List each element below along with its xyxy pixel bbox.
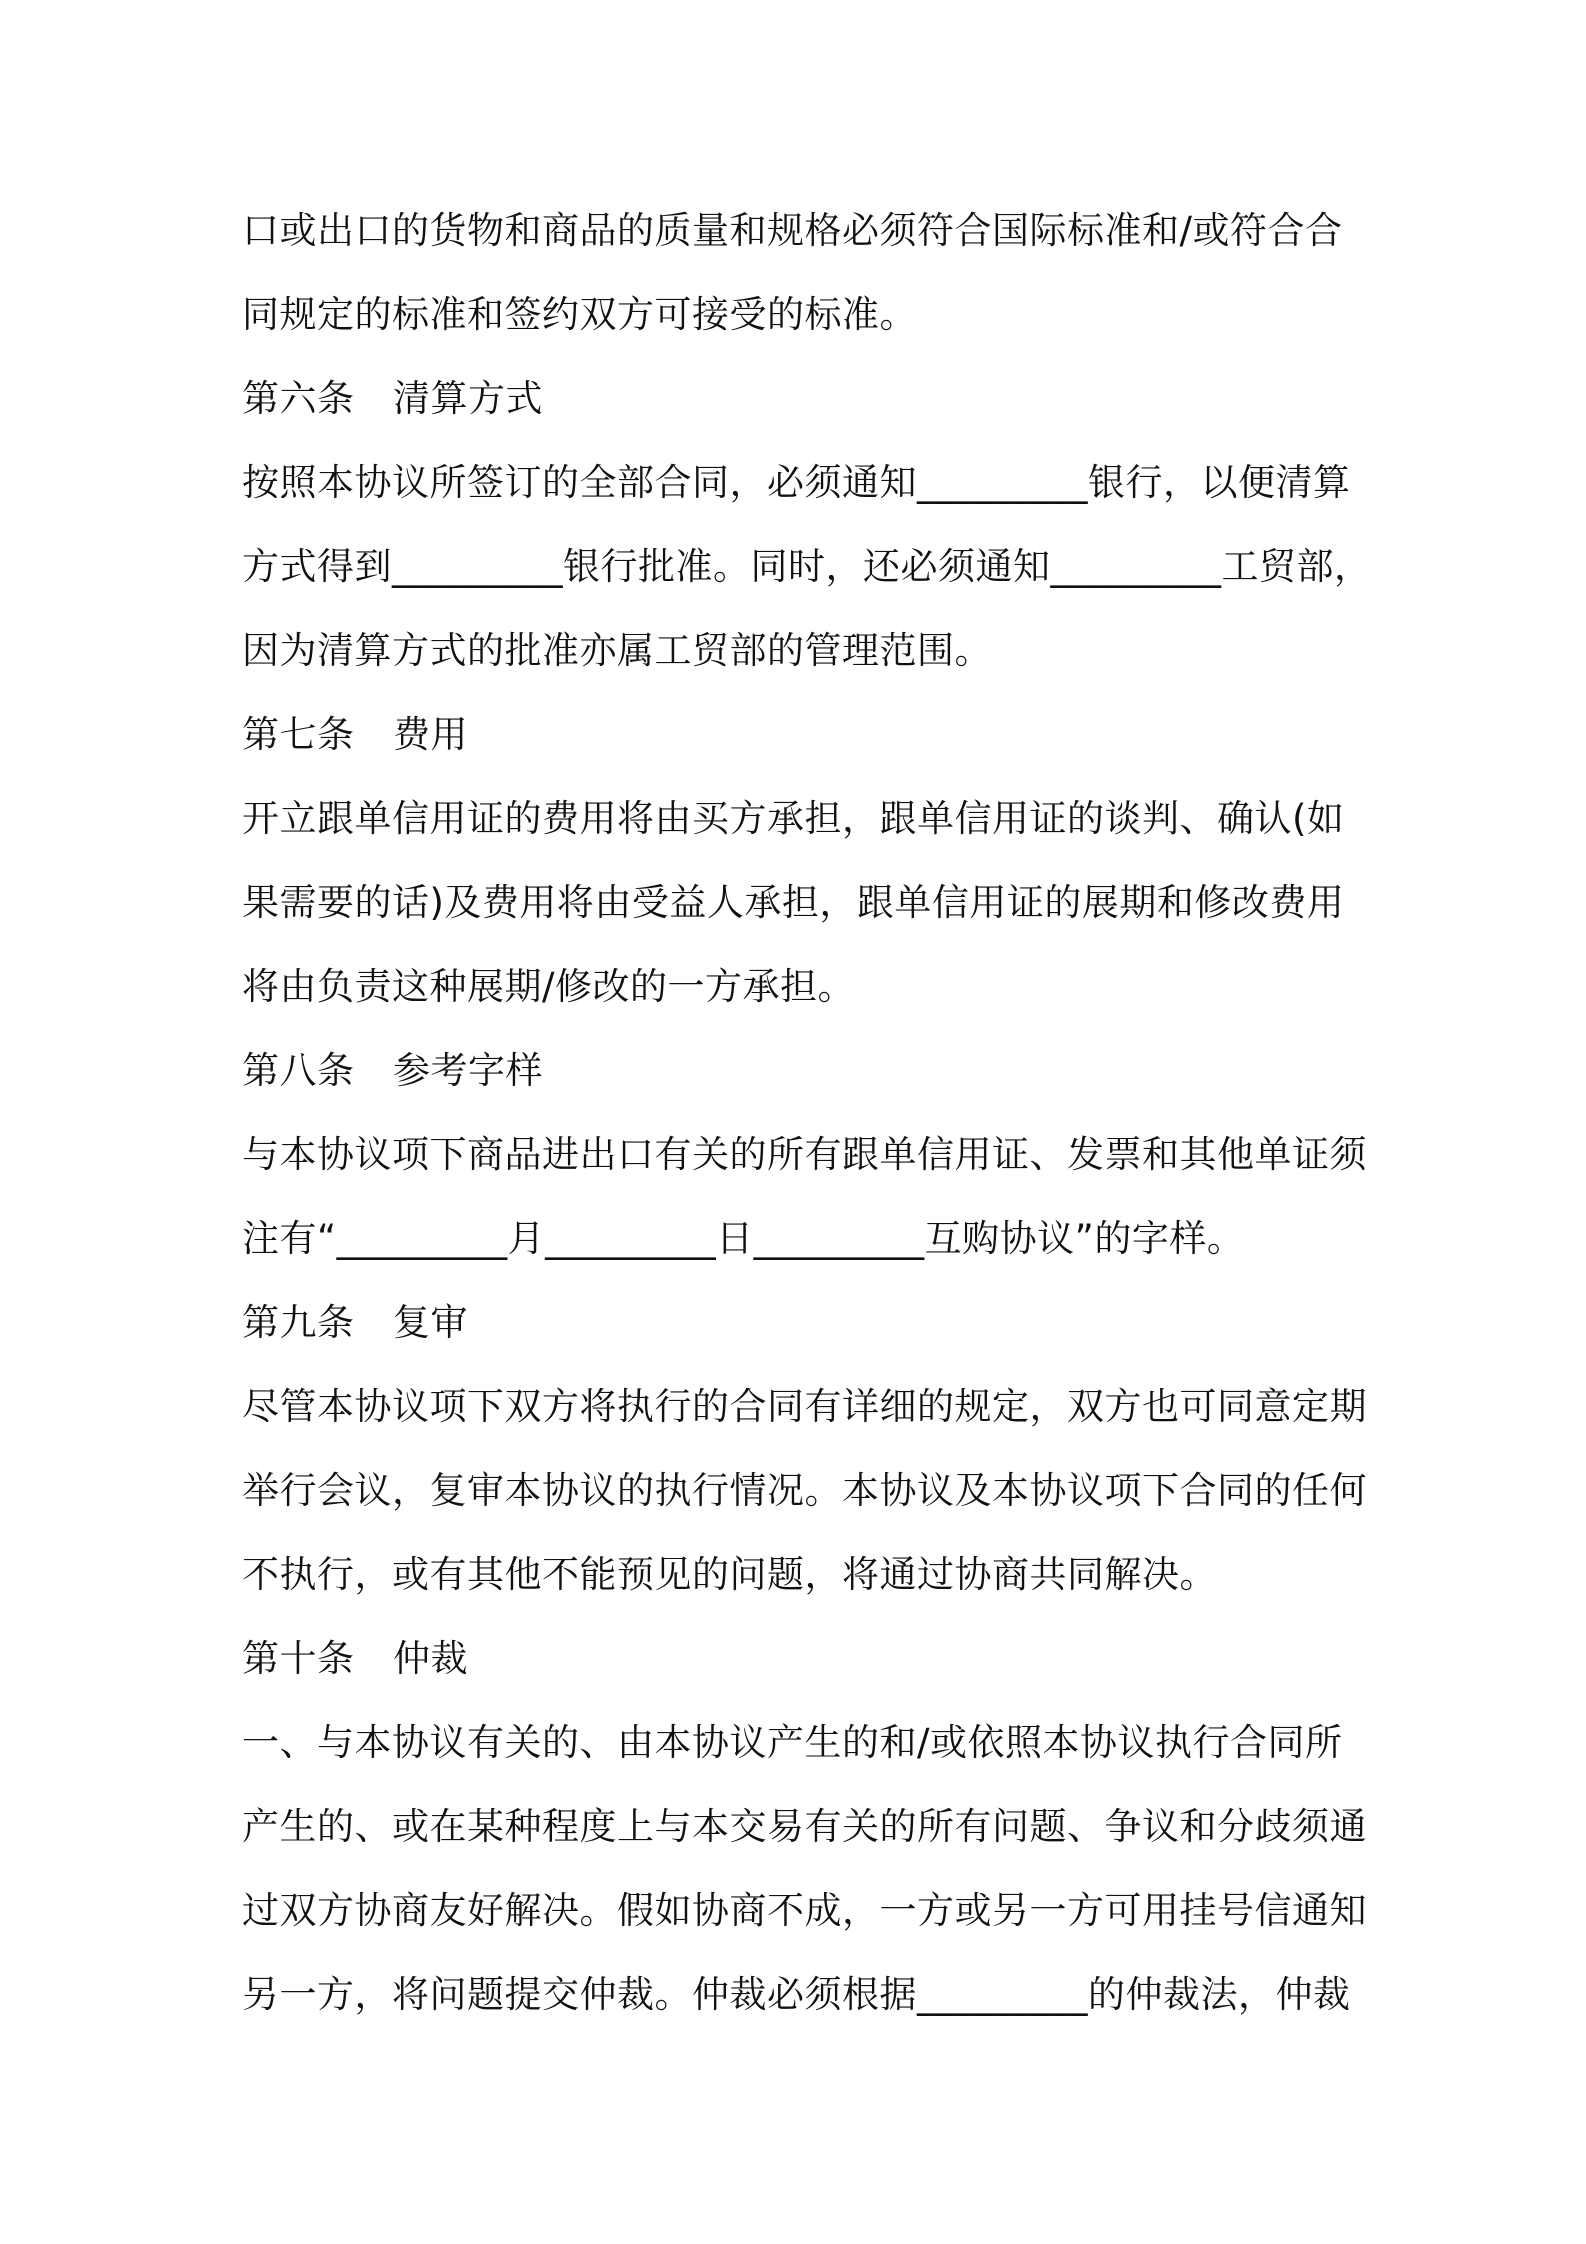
paragraph-line: 产生的、或在某种程度上与本交易有关的所有问题、争议和分歧须通 <box>242 1805 1367 1848</box>
article-title: 清算方式 <box>393 377 543 420</box>
article-number: 第九条 <box>242 1301 355 1344</box>
article-heading <box>242 1628 1362 1712</box>
article-number: 第八条 <box>242 1049 355 1092</box>
article-title: 参考字样 <box>393 1049 543 1092</box>
paragraph-line: 口或出口的货物和商品的质量和规格必须符合国际标准和/或符合合 <box>242 209 1343 252</box>
paragraph-line: 将由负责这种展期/修改的一方承担。 <box>242 965 855 1008</box>
paragraph-line: 过双方协商友好解决。假如协商不成，一方或另一方可用挂号信通知 <box>242 1889 1367 1932</box>
paragraph-line: 一、与本协议有关的、由本协议产生的和/或依照本协议执行合同所 <box>242 1721 1343 1764</box>
paragraph-line: 不执行，或有其他不能预见的问题，将通过协商共同解决。 <box>242 1553 1217 1596</box>
article-heading <box>242 704 1362 788</box>
paragraph-line: 果需要的话)及费用将由受益人承担，跟单信用证的展期和修改费用 <box>242 881 1345 924</box>
article-title: 仲裁 <box>393 1637 468 1680</box>
paragraph-line: 开立跟单信用证的费用将由买方承担，跟单信用证的谈判、确认(如 <box>242 797 1345 840</box>
article-number: 第七条 <box>242 713 355 756</box>
paragraph-line: 尽管本协议项下双方将执行的合同有详细的规定，双方也可同意定期 <box>242 1385 1367 1428</box>
paragraph-line: 与本协议项下商品进出口有关的所有跟单信用证、发票和其他单证须 <box>242 1133 1367 1176</box>
article-number: 第十条 <box>242 1637 355 1680</box>
article-title: 复审 <box>393 1301 468 1344</box>
paragraph-line: 方式得到_________银行批准。同时，还必须通知_________工贸部， <box>242 545 1372 588</box>
document-body <box>242 200 1372 2048</box>
paragraph-line: 另一方，将问题提交仲裁。仲裁必须根据_________的仲裁法，仲裁 <box>242 1973 1351 2016</box>
article-number: 第六条 <box>242 377 355 420</box>
paragraph-line: 按照本协议所签订的全部合同，必须通知_________银行，以便清算 <box>242 461 1351 504</box>
paragraph-line: 因为清算方式的批准亦属工贸部的管理范围。 <box>242 629 992 672</box>
paragraph-line: 同规定的标准和签约双方可接受的标准。 <box>242 293 917 336</box>
paragraph-line: 举行会议，复审本协议的执行情况。本协议及本协议项下合同的任何 <box>242 1469 1367 1512</box>
paragraph-line: 注有“_________月_________日_________互购协议”的字样。 <box>242 1217 1245 1260</box>
article-heading <box>242 368 1362 452</box>
article-heading <box>242 1040 1362 1124</box>
article-title: 费用 <box>393 713 468 756</box>
article-heading <box>242 1292 1362 1376</box>
